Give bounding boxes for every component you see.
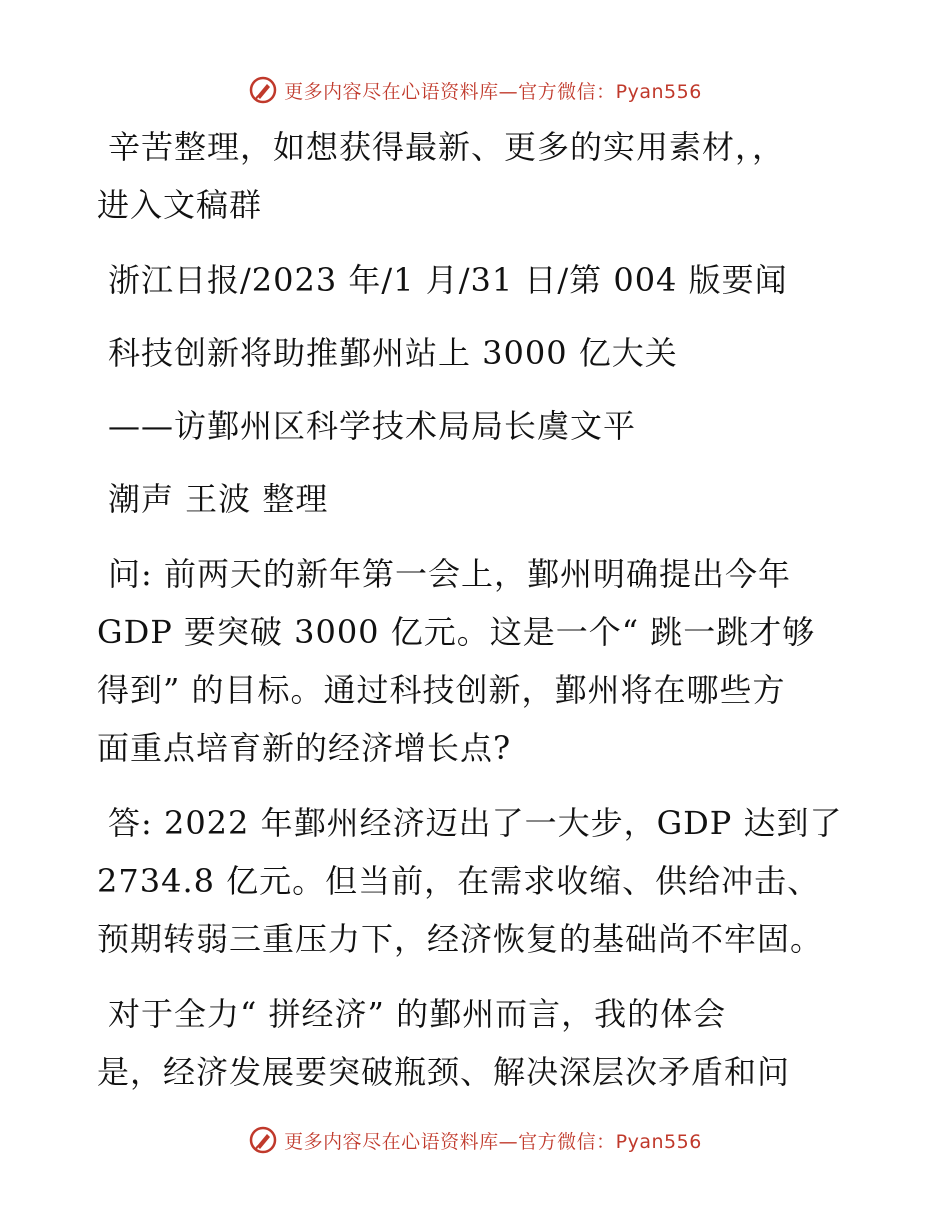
body-line-12: 2734.8 亿元。但当前，在需求收缩、供给冲击、 — [97, 862, 821, 900]
body-line-13: 预期转弱三重压力下，经济恢复的基础尚不牢固。 — [97, 920, 824, 958]
article-subtitle: ——访鄞州区科学技术局局长虞文平 — [108, 407, 637, 445]
body-line-7: 问: 前两天的新年第一会上，鄞州明确提出今年 — [108, 555, 791, 593]
footer-watermark-banner — [0, 1120, 950, 1160]
body-line-14: 对于全力“ 拼经济” 的鄞州而言，我的体会 — [108, 995, 727, 1033]
body-line-15: 是，经济发展要突破瓶颈、解决深层次矛盾和问 — [97, 1053, 791, 1091]
body-line-3: 浙江日报/2023 年/1 月/31 日/第 004 版要闻 — [108, 261, 788, 299]
body-line-8: GDP 要突破 3000 亿元。这是一个“ 跳一跳才够 — [97, 613, 816, 651]
article-byline: 潮声 王波 整理 — [108, 480, 329, 518]
body-line-9: 得到” 的目标。通过科技创新，鄞州将在哪些方 — [97, 671, 786, 709]
body-line-10: 面重点培育新的经济增长点? — [97, 729, 512, 767]
header-watermark-text: 更多内容尽在心语资料库—官方微信：Pyan556 — [284, 80, 702, 103]
article-title: 科技创新将助推鄞州站上 3000 亿大关 — [108, 334, 678, 372]
body-line-2: 进入文稿群 — [97, 186, 263, 224]
footer-watermark-text: 更多内容尽在心语资料库—官方微信：Pyan556 — [284, 1130, 702, 1153]
body-line-11: 答: 2022 年鄞州经济迈出了一大步，GDP 达到了 — [108, 804, 843, 842]
body-line-1: 辛苦整理，如想获得最新、更多的实用素材，， — [108, 128, 786, 166]
pen-seal-logo-icon — [248, 1125, 278, 1155]
